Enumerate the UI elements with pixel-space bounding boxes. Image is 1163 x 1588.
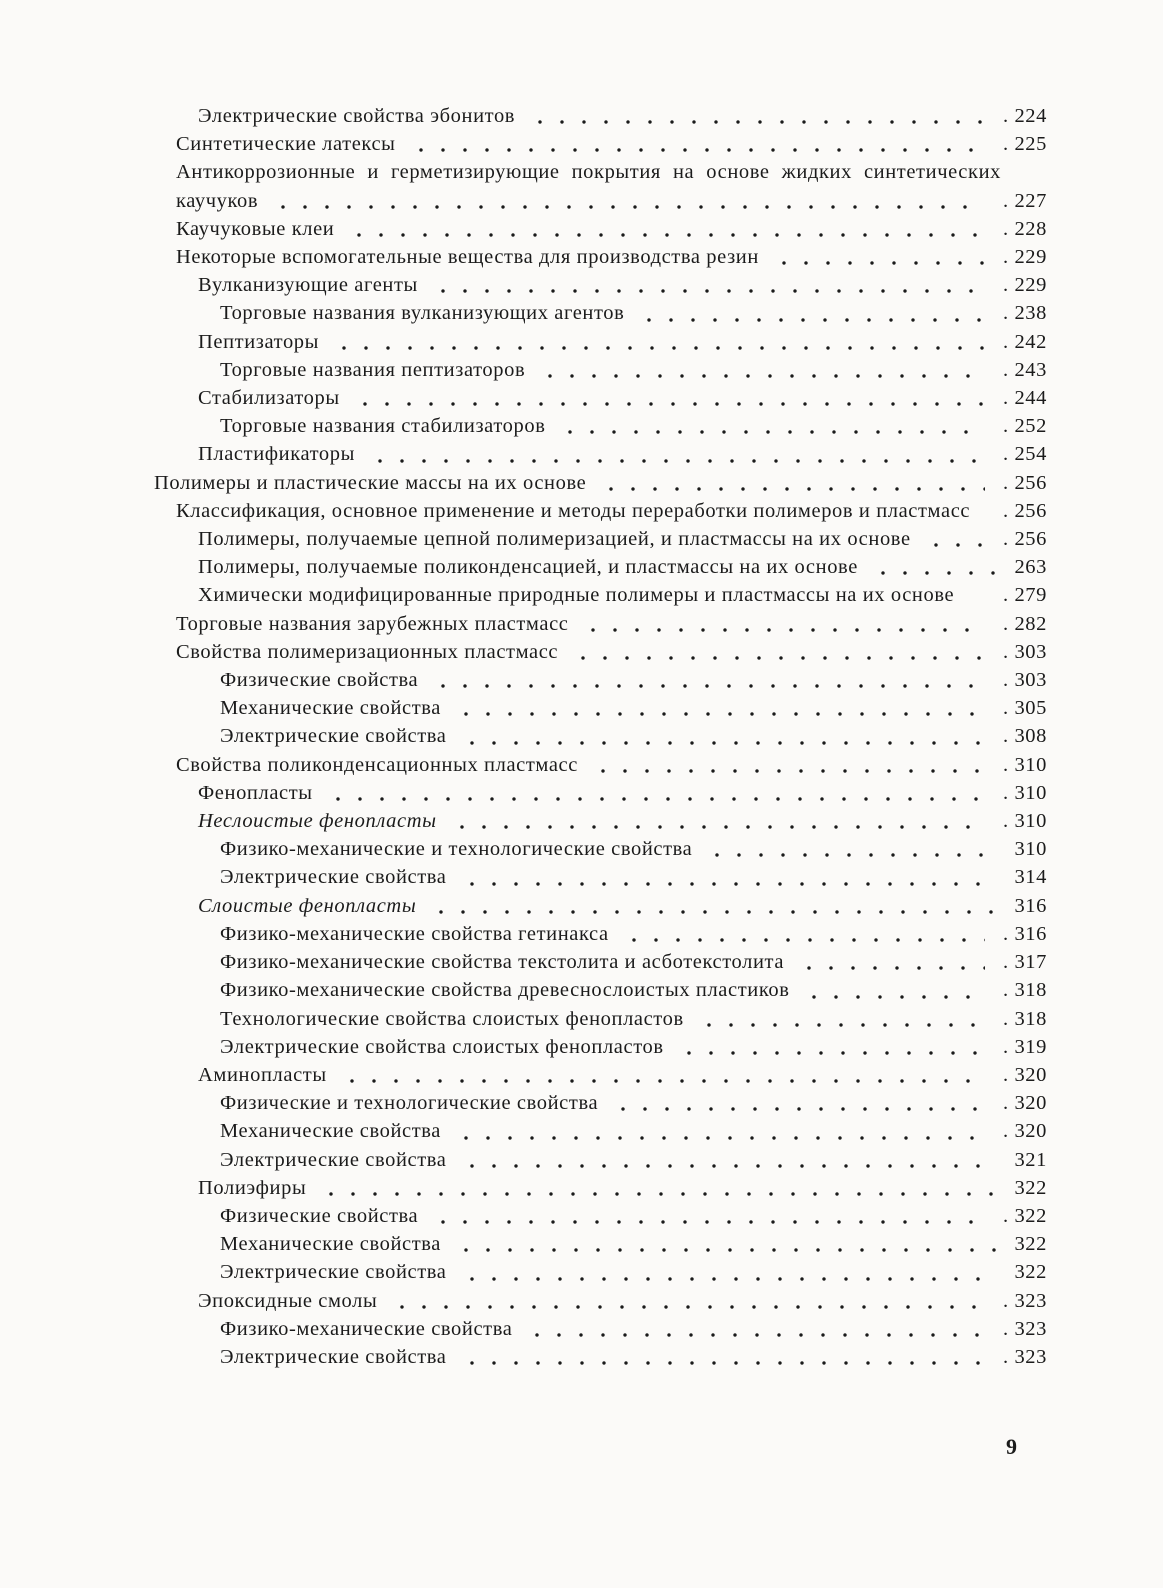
toc-entry (0, 440, 1163, 468)
toc-entry (0, 835, 1163, 863)
toc-entry-title: Электрические свойства слоистых фенопластов (220, 1035, 664, 1058)
toc-entry (0, 525, 1163, 553)
dot-leader (925, 543, 985, 547)
toc-entry-page: . 320 (1003, 1089, 1047, 1117)
toc-entry (0, 1287, 1163, 1315)
toc-entry (0, 102, 1163, 130)
toc-entry-title: Фенопласты (198, 781, 313, 804)
toc-entry-title: Физико-механические свойства (220, 1317, 513, 1340)
toc-entry-page: . 320 (1003, 1117, 1047, 1145)
dot-leader (600, 487, 985, 491)
toc-entry-title: Классификация, основное применение и методы переработки полимеров и пластмасс (176, 499, 971, 522)
toc-entry-title: Полимеры и пластические массы на их основе (154, 471, 587, 494)
toc-entry-page: . 310 (1003, 751, 1047, 779)
toc-entry-title: Механические свойства (220, 1120, 442, 1143)
toc-entry-title: Физико-механические и технологические свойства (220, 838, 693, 861)
toc-entry (0, 722, 1163, 750)
dot-leader (559, 430, 985, 434)
toc-entry-title: Полимеры, получаемые поликонденсацией, и пластмассы на их основе (198, 556, 858, 579)
toc-entry (0, 1258, 1163, 1286)
dot-leader (432, 684, 985, 688)
dot-leader (526, 1333, 985, 1337)
toc-entry-page: 322 (1014, 1233, 1047, 1256)
dot-leader (272, 205, 985, 209)
dot-leader (872, 571, 997, 575)
toc-entry (0, 1033, 1163, 1061)
toc-entry-title: Механические свойства (220, 1233, 442, 1256)
toc-entry-page: 322 (1014, 1261, 1047, 1284)
toc-entry-title: Антикоррозионные и герметизирующие покрытия на основе жидких синтетических каучуков (176, 161, 1001, 212)
toc-entry-page: . 244 (1003, 384, 1047, 412)
toc-entry (0, 158, 1163, 214)
toc-entry-page: . 320 (1003, 1061, 1047, 1089)
dot-leader (455, 1136, 985, 1140)
toc-entry-page: 322 (1014, 1176, 1047, 1199)
toc-entry-page: . 229 (1003, 271, 1047, 299)
toc-entry (0, 271, 1163, 299)
toc-entry-title: Торговые названия зарубежных пластмасс (176, 612, 569, 635)
toc-entry-title: Каучуковые клеи (176, 217, 335, 240)
toc-entry-title: Технологические свойства слоистых фенопластов (220, 1007, 684, 1030)
dot-leader (369, 459, 985, 463)
toc-entry-title: Электрические свойства (220, 866, 447, 889)
toc-entry-page: . 310 (1003, 779, 1047, 807)
toc-entry-page: . 243 (1003, 356, 1047, 384)
toc-entry-title: Электрические свойства (220, 725, 447, 748)
toc-entry (0, 215, 1163, 243)
toc-entry (0, 412, 1163, 440)
toc-entry-page: . 224 (1003, 102, 1047, 130)
toc-entry (0, 1343, 1163, 1371)
dot-leader (410, 148, 985, 152)
toc-entry-title: Полимеры, получаемые цепной полимеризацией, и пластмассы на их основе (198, 528, 911, 551)
dot-leader (432, 289, 985, 293)
toc-entry-title: Торговые названия стабилизаторов (220, 415, 546, 438)
dot-leader (592, 769, 985, 773)
toc-entry-page: . 242 (1003, 328, 1047, 356)
toc-entry-title: Слоистые фенопласты (198, 894, 417, 917)
toc-entry-page: . 323 (1003, 1315, 1047, 1343)
toc-entry (0, 497, 1163, 525)
toc-entry-page: 263 (1014, 556, 1047, 579)
toc-entry (0, 384, 1163, 412)
toc-entry-title: Торговые названия пептизаторов (220, 358, 526, 381)
toc-entry-page: . 319 (1003, 1033, 1047, 1061)
toc-entry-title: Физические и технологические свойства (220, 1092, 599, 1115)
toc-entry-title: Химически модифицированные природные полимеры и пластмассы на их основе (198, 584, 955, 607)
toc-entry (0, 666, 1163, 694)
dot-leader (803, 995, 985, 999)
toc-entry (0, 328, 1163, 356)
toc-entry-title: Стабилизаторы (198, 387, 340, 410)
dot-leader (432, 1220, 985, 1224)
dot-leader (678, 1051, 985, 1055)
dot-leader (455, 1248, 996, 1252)
toc-entry (0, 863, 1163, 891)
toc-entry-title: Электрические свойства (220, 1148, 447, 1171)
toc-entry-page: . 323 (1003, 1287, 1047, 1315)
toc-entry (0, 130, 1163, 158)
toc-entry (0, 638, 1163, 666)
toc-entry-page: . 256 (1003, 497, 1047, 525)
toc-entry (0, 553, 1163, 581)
toc-entry-page: . 316 (1003, 920, 1047, 948)
dot-leader (461, 1361, 985, 1365)
toc-entry (0, 469, 1163, 497)
toc-entry-page: . 318 (1003, 1005, 1047, 1033)
toc-entry-title: Аминопласты (198, 1063, 327, 1086)
dot-leader (461, 1164, 997, 1168)
dot-leader (706, 853, 996, 857)
toc-entry-title: Электрические свойства (220, 1261, 447, 1284)
toc-entry-page: . 252 (1003, 412, 1047, 440)
toc-entry-page: . 227 (1003, 187, 1047, 215)
dot-leader (461, 1277, 997, 1281)
toc-entry-title: Пептизаторы (198, 330, 320, 353)
dot-leader (455, 712, 985, 716)
toc-entry (0, 1117, 1163, 1145)
dot-leader (582, 628, 985, 632)
toc-entry-page: . 225 (1003, 130, 1047, 158)
toc-entry (0, 1202, 1163, 1230)
toc-entry (0, 751, 1163, 779)
dot-leader (451, 825, 985, 829)
toc-entry-page: . 323 (1003, 1343, 1047, 1371)
toc-entry-title: Вулканизующие агенты (198, 274, 418, 297)
toc-entry-page: . 318 (1003, 976, 1047, 1004)
dot-leader (798, 966, 985, 970)
toc-entry-title: Торговые названия вулканизующих агентов (220, 302, 625, 325)
toc-entry (0, 694, 1163, 722)
toc-entry (0, 1230, 1163, 1258)
toc-entry-title: Эпоксидные смолы (198, 1289, 378, 1312)
dot-leader (698, 1023, 985, 1027)
dot-leader (572, 656, 985, 660)
toc-entry (0, 779, 1163, 807)
toc-entry-title: Свойства полимеризационных пластмасс (176, 640, 559, 663)
toc-entry-page: . 229 (1003, 243, 1047, 271)
dot-leader (391, 1305, 985, 1309)
toc-entry-page: . 228 (1003, 215, 1047, 243)
toc-entry-page: . 322 (1003, 1202, 1047, 1230)
toc-entry-title: Физико-механические свойства текстолита и асботекстолита (220, 951, 785, 974)
toc-entry-title: Синтетические латексы (176, 133, 396, 156)
toc-entry-page: . 305 (1003, 694, 1047, 722)
toc-entry-page: . 254 (1003, 440, 1047, 468)
toc-entry-title: Физические свойства (220, 669, 419, 692)
toc-entry (0, 920, 1163, 948)
dot-leader (623, 938, 985, 942)
table-of-contents (0, 102, 1163, 1371)
toc-entry-page: . 256 (1003, 525, 1047, 553)
dot-leader (539, 374, 985, 378)
toc-entry-page: . 279 (1003, 581, 1047, 609)
toc-entry (0, 807, 1163, 835)
toc-entry-page: . 282 (1003, 610, 1047, 638)
toc-entry (0, 948, 1163, 976)
toc-entry-page: . 303 (1003, 666, 1047, 694)
dot-leader (327, 797, 985, 801)
toc-entry-page: 314 (1014, 866, 1047, 889)
toc-entry-page: . 238 (1003, 299, 1047, 327)
dot-leader (612, 1107, 985, 1111)
dot-leader (773, 261, 985, 265)
dot-leader (348, 233, 985, 237)
toc-entry-page: 321 (1014, 1148, 1047, 1171)
dot-leader (333, 346, 985, 350)
dot-leader (320, 1192, 996, 1196)
toc-entry (0, 610, 1163, 638)
toc-entry-page: 316 (1014, 894, 1047, 917)
toc-entry-title: Физические свойства (220, 1204, 419, 1227)
dot-leader (638, 318, 985, 322)
toc-entry-page: . 256 (1003, 469, 1047, 497)
toc-entry-title: Механические свойства (220, 697, 442, 720)
toc-entry-page: . 310 (1003, 807, 1047, 835)
toc-entry (0, 1146, 1163, 1174)
toc-entry (0, 243, 1163, 271)
toc-entry (0, 1005, 1163, 1033)
toc-entry-title: Физико-механические свойства древеснослоистых пластиков (220, 979, 790, 1002)
dot-leader (461, 741, 985, 745)
toc-entry-page: 310 (1014, 838, 1047, 861)
toc-entry-title: Электрические свойства эбонитов (198, 105, 516, 127)
toc-entry-page: . 317 (1003, 948, 1047, 976)
toc-entry (0, 1061, 1163, 1089)
toc-entry-page: . 303 (1003, 638, 1047, 666)
toc-entry (0, 1315, 1163, 1343)
toc-entry-title: Пластификаторы (198, 443, 355, 466)
toc-entry (0, 892, 1163, 920)
toc-entry (0, 299, 1163, 327)
page-number: 9 (1006, 1434, 1017, 1459)
toc-entry-title: Неслоистые фенопласты (198, 810, 437, 833)
toc-entry-title: Физико-механические свойства гетинакса (220, 922, 609, 945)
toc-entry-title: Электрические свойства (220, 1345, 447, 1368)
dot-leader (430, 910, 996, 914)
toc-entry-title: Полиэфиры (198, 1176, 307, 1199)
toc-entry (0, 1174, 1163, 1202)
toc-entry (0, 356, 1163, 384)
dot-leader (529, 120, 985, 124)
dot-leader (341, 1079, 985, 1083)
toc-entry-title: Некоторые вспомогательные вещества для производства резин (176, 246, 759, 269)
toc-entry (0, 976, 1163, 1004)
toc-entry (0, 1089, 1163, 1117)
dot-leader (354, 402, 985, 406)
toc-entry (0, 581, 1163, 609)
toc-entry-page: . 308 (1003, 722, 1047, 750)
dot-leader (461, 882, 997, 886)
toc-entry-title: Свойства поликонденсационных пластмасс (176, 753, 578, 776)
